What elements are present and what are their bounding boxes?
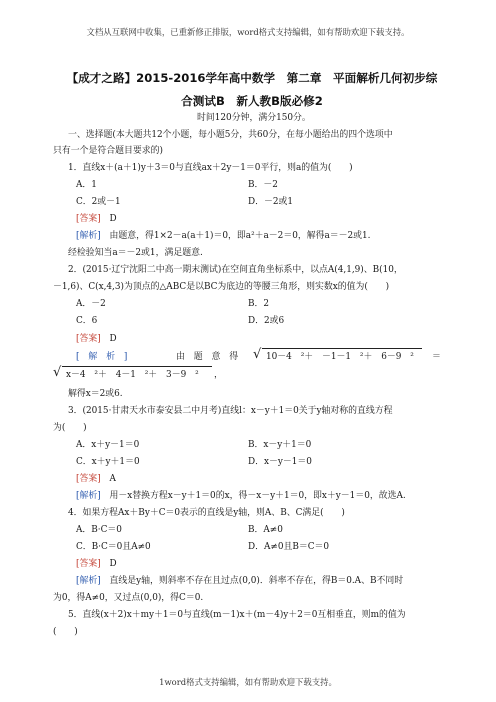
q4-analysis: 直线是y轴，则斜率不存在且过点(0,0)．斜率不存在，得B＝0.A、B不同时 xyxy=(109,576,404,586)
q1-analysis: 由题意，得1×2－a(a＋1)＝0，即a²＋a－2＝0，解得a＝－2或1. xyxy=(109,231,371,241)
q2-root-1: 10－4 ²＋ －1－1 ²＋ 6－9 ² xyxy=(266,352,414,362)
q1-option-d: D．－2或1 xyxy=(248,197,294,207)
q2-analysis-mid: 由 题 意 得 xyxy=(176,352,239,362)
q4-option-a: A．B·C＝0 xyxy=(76,525,122,535)
q3-analysis: 用－x替换方程x－y＋1＝0的x，得－x－y＋1＝0，即x＋y－1＝0，故选A. xyxy=(109,491,406,501)
q3-stem-1: 3．(2015·甘肃天水市泰安县二中月考)直线l：x－y＋1＝0关于y轴对称的直线方程 xyxy=(68,406,393,416)
q3-option-b: B．x－y＋1＝0 xyxy=(248,440,312,450)
document-title-line-2: 合测试B 新人教B版必修2 xyxy=(181,94,323,108)
q4-option-d: D．A≠0且B＝C＝0 xyxy=(248,542,330,552)
q2-stem-2: －1,6)、C(x,4,3)为顶点的△ABC是以BC为底边的等腰三角形，则实数x的值为( ) xyxy=(53,282,390,292)
q2-option-b: B．2 xyxy=(248,299,270,309)
q3-analysis-tag: [解析] xyxy=(76,491,101,501)
q4-analysis-tag: [解析] xyxy=(76,576,101,586)
section-heading-cont: 只有一个是符合题目要求的) xyxy=(53,146,163,156)
q2-equals: ＝ xyxy=(432,352,441,362)
q2-answer: D xyxy=(109,334,117,344)
q2-answer-tag: [答案] xyxy=(76,334,101,344)
q1-option-a: A．1 xyxy=(76,180,97,190)
time-limit: 时间120分钟，满分150分。 xyxy=(197,113,311,123)
q1-check: 经检验知当a＝－2或1，满足题意. xyxy=(68,248,203,258)
q1-analysis-tag: [解析] xyxy=(76,231,101,241)
q5-stem-1: 5．直线(x＋2)x＋my＋1＝0与直线(m－1)x＋(m－4)y＋2＝0互相垂直，则m的值为 xyxy=(68,610,406,620)
q4-answer: D xyxy=(109,559,117,569)
q2-analysis-tag: [ 解 析 ] xyxy=(76,352,128,362)
q3-option-d: D．x－y－1＝0 xyxy=(248,457,312,467)
page-footer: 1word格式支持编辑，如有帮助欢迎下载支持。 xyxy=(159,677,337,687)
q2-solve: 解得x＝2或6. xyxy=(68,389,123,399)
q1-answer: D xyxy=(109,214,117,224)
sqrt-sign-1: √ xyxy=(253,347,262,362)
q2-stem-1: 2．(2015·辽宁沈阳二中高一期末测试)在空间直角坐标系中，以点A(4,1,9)、B(10， xyxy=(68,265,403,275)
sqrt-sign-2: √ xyxy=(53,365,62,380)
q5-stem-2: ( ) xyxy=(53,627,78,637)
q1-answer-tag: [答案] xyxy=(76,214,101,224)
sqrt-bar-1 xyxy=(262,348,422,349)
q4-option-b: B．A≠0 xyxy=(248,525,283,535)
q2-option-d: D．2或6 xyxy=(248,316,285,326)
q2-option-c: C．6 xyxy=(76,316,98,326)
q3-option-c: C．x＋y＋1＝0 xyxy=(76,457,140,467)
q1-option-b: B．－2 xyxy=(248,180,278,190)
q1-stem: 1．直线x＋(a＋1)y＋3＝0与直线ax＋2y－1＝0平行，则a的值为( ) xyxy=(68,163,353,173)
q1-option-c: C．2或－1 xyxy=(76,197,121,207)
q3-answer: A xyxy=(109,474,116,484)
sqrt-bar-2 xyxy=(62,366,212,367)
q3-option-a: A．x＋y－1＝0 xyxy=(76,440,140,450)
q4-analysis-cont: 为0，得A≠0，又过点(0,0)，得C＝0. xyxy=(53,593,204,603)
q2-root-2-end: ， xyxy=(214,370,223,380)
q3-answer-tag: [答案] xyxy=(76,474,101,484)
page-header: 文档从互联网中收集，已重新修正排版，word格式支持编辑，如有帮助欢迎下载支持。 xyxy=(86,27,410,37)
q4-answer-tag: [答案] xyxy=(76,559,101,569)
q4-option-c: C．B·C＝0且A≠0 xyxy=(76,542,151,552)
q4-stem: 4．如果方程Ax＋By＋C＝0表示的直线是y轴，则A、B、C满足( ) xyxy=(68,508,345,518)
q3-stem-2: 为( ) xyxy=(53,423,87,433)
q2-root-2: x－4 ²＋ 4－1 ²＋ 3－9 ² xyxy=(66,370,199,380)
document-title-line-1: 【成才之路】2015-2016学年高中数学 第二章 平面解析几何初步综 xyxy=(66,71,438,85)
q2-option-a: A．－2 xyxy=(76,299,106,309)
section-heading: 一、选择题(本大题共12个小题，每小题5分，共60分，在每小题给出的四个选项中 xyxy=(68,130,393,140)
